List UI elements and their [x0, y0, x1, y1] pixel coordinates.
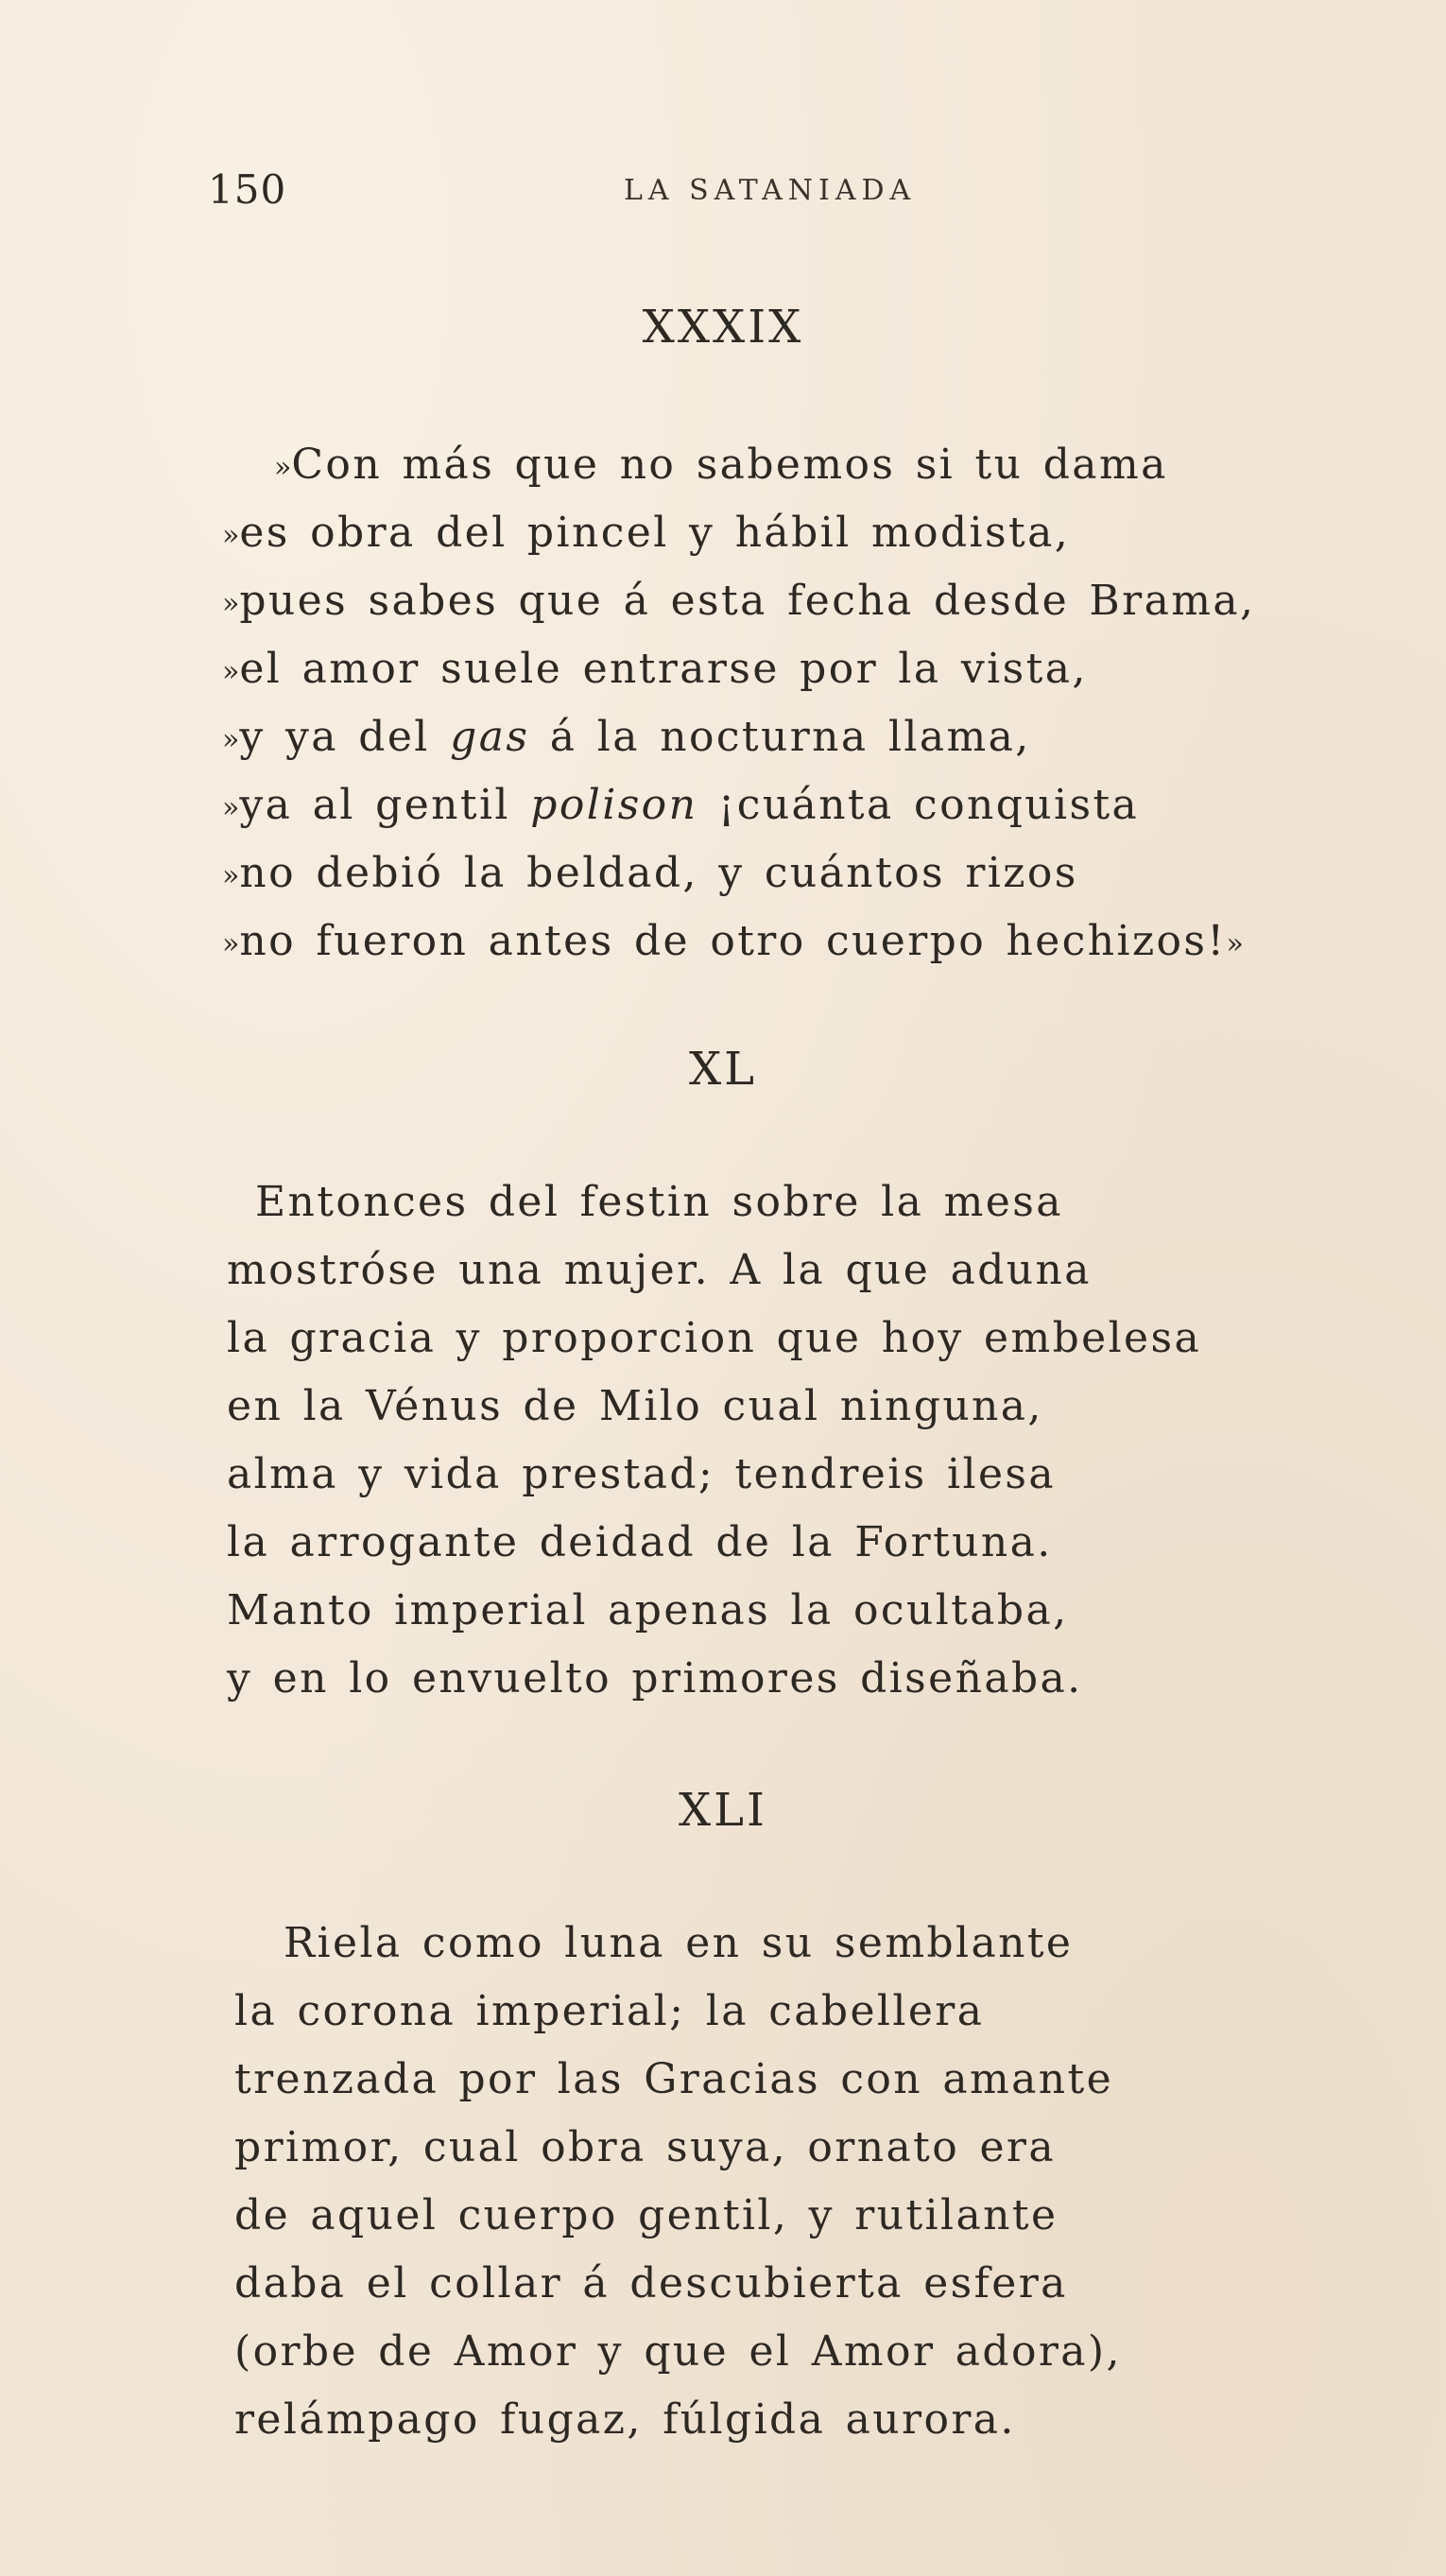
verse-line: »no fueron antes de otro cuerpo hechizos!» [222, 917, 1244, 965]
emphasized-word: polison [530, 781, 698, 829]
verse-line: mostróse una mujer. A la que aduna [227, 1246, 1092, 1294]
verse-line: »y ya del gas á la nocturna llama, [222, 713, 1031, 761]
stanza-number: XL [688, 1043, 758, 1096]
verse-line: de aquel cuerpo gentil, y rutilante [234, 2191, 1059, 2239]
verse-line: daba el collar á descubierta esfera [234, 2259, 1068, 2308]
verse-line: trenzada por las Gracias con amante [234, 2055, 1114, 2103]
verse-line: Riela como luna en su semblante [284, 1919, 1074, 1967]
verse-line: »es obra del pincel y hábil modista, [222, 509, 1071, 557]
verse-line: y en lo envuelto primores diseñaba. [227, 1654, 1083, 1703]
emphasized-word: gas [450, 713, 530, 761]
verse-line: »el amor suele entrarse por la vista, [222, 645, 1088, 693]
stanza-number: XLI [678, 1784, 767, 1837]
verse-line: en la Vénus de Milo cual ninguna, [227, 1382, 1043, 1430]
verse-line: Entonces del festin sobre la mesa [255, 1178, 1063, 1226]
running-title: LA SATANIADA [624, 174, 917, 207]
page-number: 150 [208, 166, 287, 213]
verse-line: primor, cual obra suya, ornato era [234, 2123, 1056, 2171]
verse-line: »pues sabes que á esta fecha desde Brama, [222, 577, 1256, 625]
verse-line: »Con más que no sabemos si tu dama [274, 441, 1168, 489]
verse-line: »ya al gentil polison ¡cuánta conquista [222, 781, 1140, 829]
stanza-number: XXXIX [642, 301, 804, 354]
verse-line: alma y vida prestad; tendreis ilesa [227, 1450, 1057, 1498]
running-head [208, 166, 1153, 223]
verse-line: Manto imperial apenas la ocultaba, [227, 1586, 1069, 1634]
verse-line: la gracia y proporcion que hoy embelesa [227, 1314, 1202, 1362]
verse-line: la corona imperial; la cabellera [234, 1987, 985, 2035]
verse-line: (orbe de Amor y que el Amor adora), [234, 2327, 1122, 2376]
verse-line: »no debió la beldad, y cuántos rizos [222, 849, 1078, 897]
verse-line: la arrogante deidad de la Fortuna. [227, 1518, 1053, 1566]
verse-line: relámpago fugaz, fúlgida aurora. [234, 2395, 1016, 2444]
